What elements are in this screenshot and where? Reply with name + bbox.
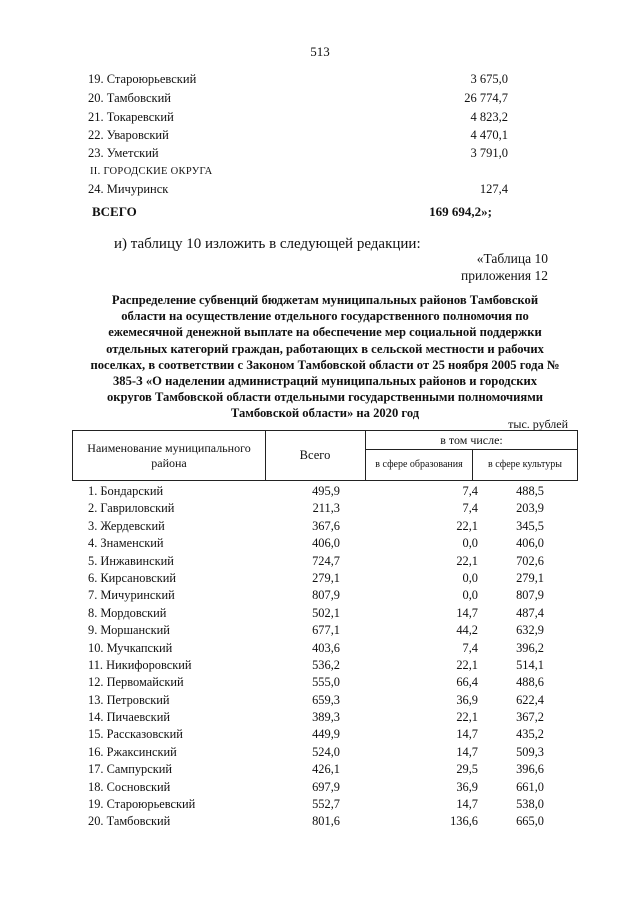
instruction-text: и) таблицу 10 изложить в следующей редакции: bbox=[114, 236, 421, 252]
page-number: 513 bbox=[310, 44, 330, 59]
total-cell: 677,1 bbox=[312, 623, 340, 638]
culture-cell: 622,4 bbox=[516, 692, 544, 707]
header-total: Всего bbox=[265, 431, 366, 480]
education-cell: 7,4 bbox=[462, 501, 478, 516]
list-item bbox=[88, 146, 508, 164]
culture-cell: 487,4 bbox=[516, 605, 544, 620]
district-name: 16. Ржаксинский bbox=[88, 744, 177, 759]
district-name: 7. Мичуринский bbox=[88, 588, 175, 603]
header-culture: в сфере культуры bbox=[487, 459, 563, 470]
total-cell: 403,6 bbox=[312, 640, 340, 655]
table-row bbox=[72, 519, 578, 536]
district-value: 4 823,2 bbox=[470, 110, 508, 124]
caption-table-number: «Таблица 10 bbox=[476, 251, 548, 266]
education-cell: 7,4 bbox=[462, 484, 478, 498]
district-value: 4 470,1 bbox=[470, 128, 508, 142]
table-header bbox=[72, 430, 578, 481]
district-name: 8. Мордовский bbox=[88, 605, 167, 620]
list-item bbox=[88, 128, 508, 146]
total-cell: 536,2 bbox=[312, 657, 340, 672]
education-cell: 36,9 bbox=[456, 692, 478, 707]
list-item bbox=[88, 72, 508, 90]
education-cell: 0,0 bbox=[462, 570, 478, 585]
total-cell: 502,1 bbox=[312, 605, 340, 620]
education-cell: 22,1 bbox=[456, 710, 478, 725]
table-body bbox=[72, 484, 578, 832]
table-row bbox=[72, 554, 578, 571]
district-value: 26 774,7 bbox=[464, 91, 508, 105]
total-cell: 495,9 bbox=[312, 484, 340, 498]
table-row bbox=[72, 606, 578, 623]
culture-cell: 509,3 bbox=[516, 744, 544, 759]
total-cell: 555,0 bbox=[312, 675, 340, 690]
culture-cell: 396,2 bbox=[516, 640, 544, 655]
total-cell: 801,6 bbox=[312, 814, 340, 829]
culture-cell: 807,9 bbox=[516, 588, 544, 603]
table-row bbox=[72, 571, 578, 588]
culture-cell: 345,5 bbox=[516, 518, 544, 533]
section-header: II. ГОРОДСКИЕ ОКРУГА bbox=[90, 166, 213, 177]
culture-cell: 632,9 bbox=[516, 623, 544, 638]
total-cell: 279,1 bbox=[312, 570, 340, 585]
district-name: 17. Сампурский bbox=[88, 762, 172, 777]
table-row bbox=[72, 762, 578, 779]
culture-cell: 367,2 bbox=[516, 710, 544, 725]
district-name: 21. Токаревский bbox=[88, 110, 174, 124]
total-cell: 807,9 bbox=[312, 588, 340, 603]
city-name: 24. Мичуринск bbox=[88, 182, 169, 196]
culture-cell: 702,6 bbox=[516, 553, 544, 568]
education-cell: 0,0 bbox=[462, 588, 478, 603]
education-cell: 14,7 bbox=[456, 727, 478, 742]
district-name: 6. Кирсановский bbox=[88, 570, 177, 585]
culture-cell: 396,6 bbox=[516, 762, 544, 777]
table-row bbox=[72, 588, 578, 605]
culture-cell: 665,0 bbox=[516, 814, 544, 829]
district-name: 9. Моршанский bbox=[88, 623, 170, 638]
district-name: 5. Инжавинский bbox=[88, 553, 174, 568]
table-row bbox=[72, 623, 578, 640]
list-item bbox=[88, 110, 508, 128]
table-row bbox=[72, 641, 578, 658]
table-caption bbox=[461, 250, 548, 284]
culture-cell: 203,9 bbox=[516, 501, 544, 516]
district-name: 20. Тамбовский bbox=[88, 91, 171, 105]
district-name: 3. Жердевский bbox=[88, 518, 165, 533]
education-cell: 36,9 bbox=[456, 779, 478, 794]
education-cell: 22,1 bbox=[456, 553, 478, 568]
culture-cell: 538,0 bbox=[516, 797, 544, 812]
total-cell: 389,3 bbox=[312, 710, 340, 725]
table-row bbox=[72, 501, 578, 518]
district-name: 13. Петровский bbox=[88, 692, 170, 707]
district-name: 20. Тамбовский bbox=[88, 814, 171, 829]
culture-cell: 488,6 bbox=[516, 675, 544, 690]
education-cell: 136,6 bbox=[450, 814, 478, 829]
total-cell: 211,3 bbox=[312, 501, 340, 516]
culture-cell: 514,1 bbox=[516, 657, 544, 672]
district-name: 10. Мучкапский bbox=[88, 640, 173, 655]
district-name: 19. Староюрьевский bbox=[88, 797, 196, 812]
district-value: 3 675,0 bbox=[470, 72, 508, 86]
district-name: 1. Бондарский bbox=[88, 484, 164, 498]
total-cell: 406,0 bbox=[312, 536, 340, 551]
district-name: 22. Уваровский bbox=[88, 128, 169, 142]
total-cell: 426,1 bbox=[312, 762, 340, 777]
district-name: 15. Рассказовский bbox=[88, 727, 183, 742]
total-label: ВСЕГО bbox=[92, 204, 137, 219]
total-cell: 659,3 bbox=[312, 692, 340, 707]
education-cell: 44,2 bbox=[456, 623, 478, 638]
education-cell: 66,4 bbox=[456, 675, 478, 690]
district-name: 2. Гавриловский bbox=[88, 501, 175, 516]
total-value: 169 694,2»; bbox=[429, 204, 492, 219]
total-cell: 697,9 bbox=[312, 779, 340, 794]
table-row bbox=[72, 710, 578, 727]
culture-cell: 488,5 bbox=[516, 484, 544, 498]
education-cell: 7,4 bbox=[462, 640, 478, 655]
culture-cell: 661,0 bbox=[516, 779, 544, 794]
city-value: 127,4 bbox=[479, 182, 508, 196]
table-row bbox=[72, 727, 578, 744]
table-row bbox=[72, 693, 578, 710]
district-name: 14. Пичаевский bbox=[88, 710, 170, 725]
district-name: 18. Сосновский bbox=[88, 779, 171, 794]
culture-cell: 435,2 bbox=[516, 727, 544, 742]
district-name: 19. Староюрьевский bbox=[88, 72, 197, 86]
district-name: 23. Уметский bbox=[88, 146, 159, 160]
table-row bbox=[72, 658, 578, 675]
header-education: в сфере образования bbox=[366, 450, 473, 480]
table-row bbox=[72, 745, 578, 762]
culture-cell: 279,1 bbox=[516, 570, 544, 585]
total-cell: 524,0 bbox=[312, 744, 340, 759]
education-cell: 14,7 bbox=[456, 605, 478, 620]
total-cell: 552,7 bbox=[312, 797, 340, 812]
header-district-name: Наименование муниципального района bbox=[73, 431, 266, 480]
education-cell: 22,1 bbox=[456, 657, 478, 672]
header-including: в том числе: bbox=[366, 431, 577, 450]
list-item bbox=[88, 91, 508, 109]
district-value: 3 791,0 bbox=[470, 146, 508, 160]
total-cell: 724,7 bbox=[312, 553, 340, 568]
education-cell: 22,1 bbox=[456, 518, 478, 533]
table-row bbox=[72, 536, 578, 553]
education-cell: 0,0 bbox=[462, 536, 478, 551]
district-name: 11. Никифоровский bbox=[88, 657, 192, 672]
education-cell: 29,5 bbox=[456, 762, 478, 777]
total-cell: 367,6 bbox=[312, 518, 340, 533]
caption-appendix: приложения 12 bbox=[460, 268, 548, 283]
district-name: 12. Первомайский bbox=[88, 675, 184, 690]
table-row bbox=[72, 484, 578, 501]
table-row bbox=[72, 780, 578, 797]
table-title: Распределение субвенций бюджетам муниципальных районов Тамбовской области на осуществление отдельного государственного полномочия по ежемесячной денежной выплате на обеспечение мер социальной поддержки отдельных категорий граждан, работающих в сельской местности и рабочих поселках, в соответствии с Законом Тамбовской области от 25 ноября 2005 года № 385-З «О наделении администраций муниципальных районов и городских округов Тамбовской области отдельными государственными полномочиями Тамбовской области» на 2020 год bbox=[90, 293, 560, 421]
education-cell: 14,7 bbox=[456, 744, 478, 759]
culture-cell: 406,0 bbox=[516, 536, 544, 551]
total-row bbox=[92, 204, 492, 222]
education-cell: 14,7 bbox=[456, 797, 478, 812]
table-row bbox=[72, 797, 578, 814]
list-item bbox=[88, 182, 508, 200]
units-label: тыс. рублей bbox=[508, 417, 568, 431]
table-row bbox=[72, 814, 578, 831]
district-name: 4. Знаменский bbox=[88, 536, 164, 551]
total-cell: 449,9 bbox=[312, 727, 340, 742]
table-row bbox=[72, 675, 578, 692]
